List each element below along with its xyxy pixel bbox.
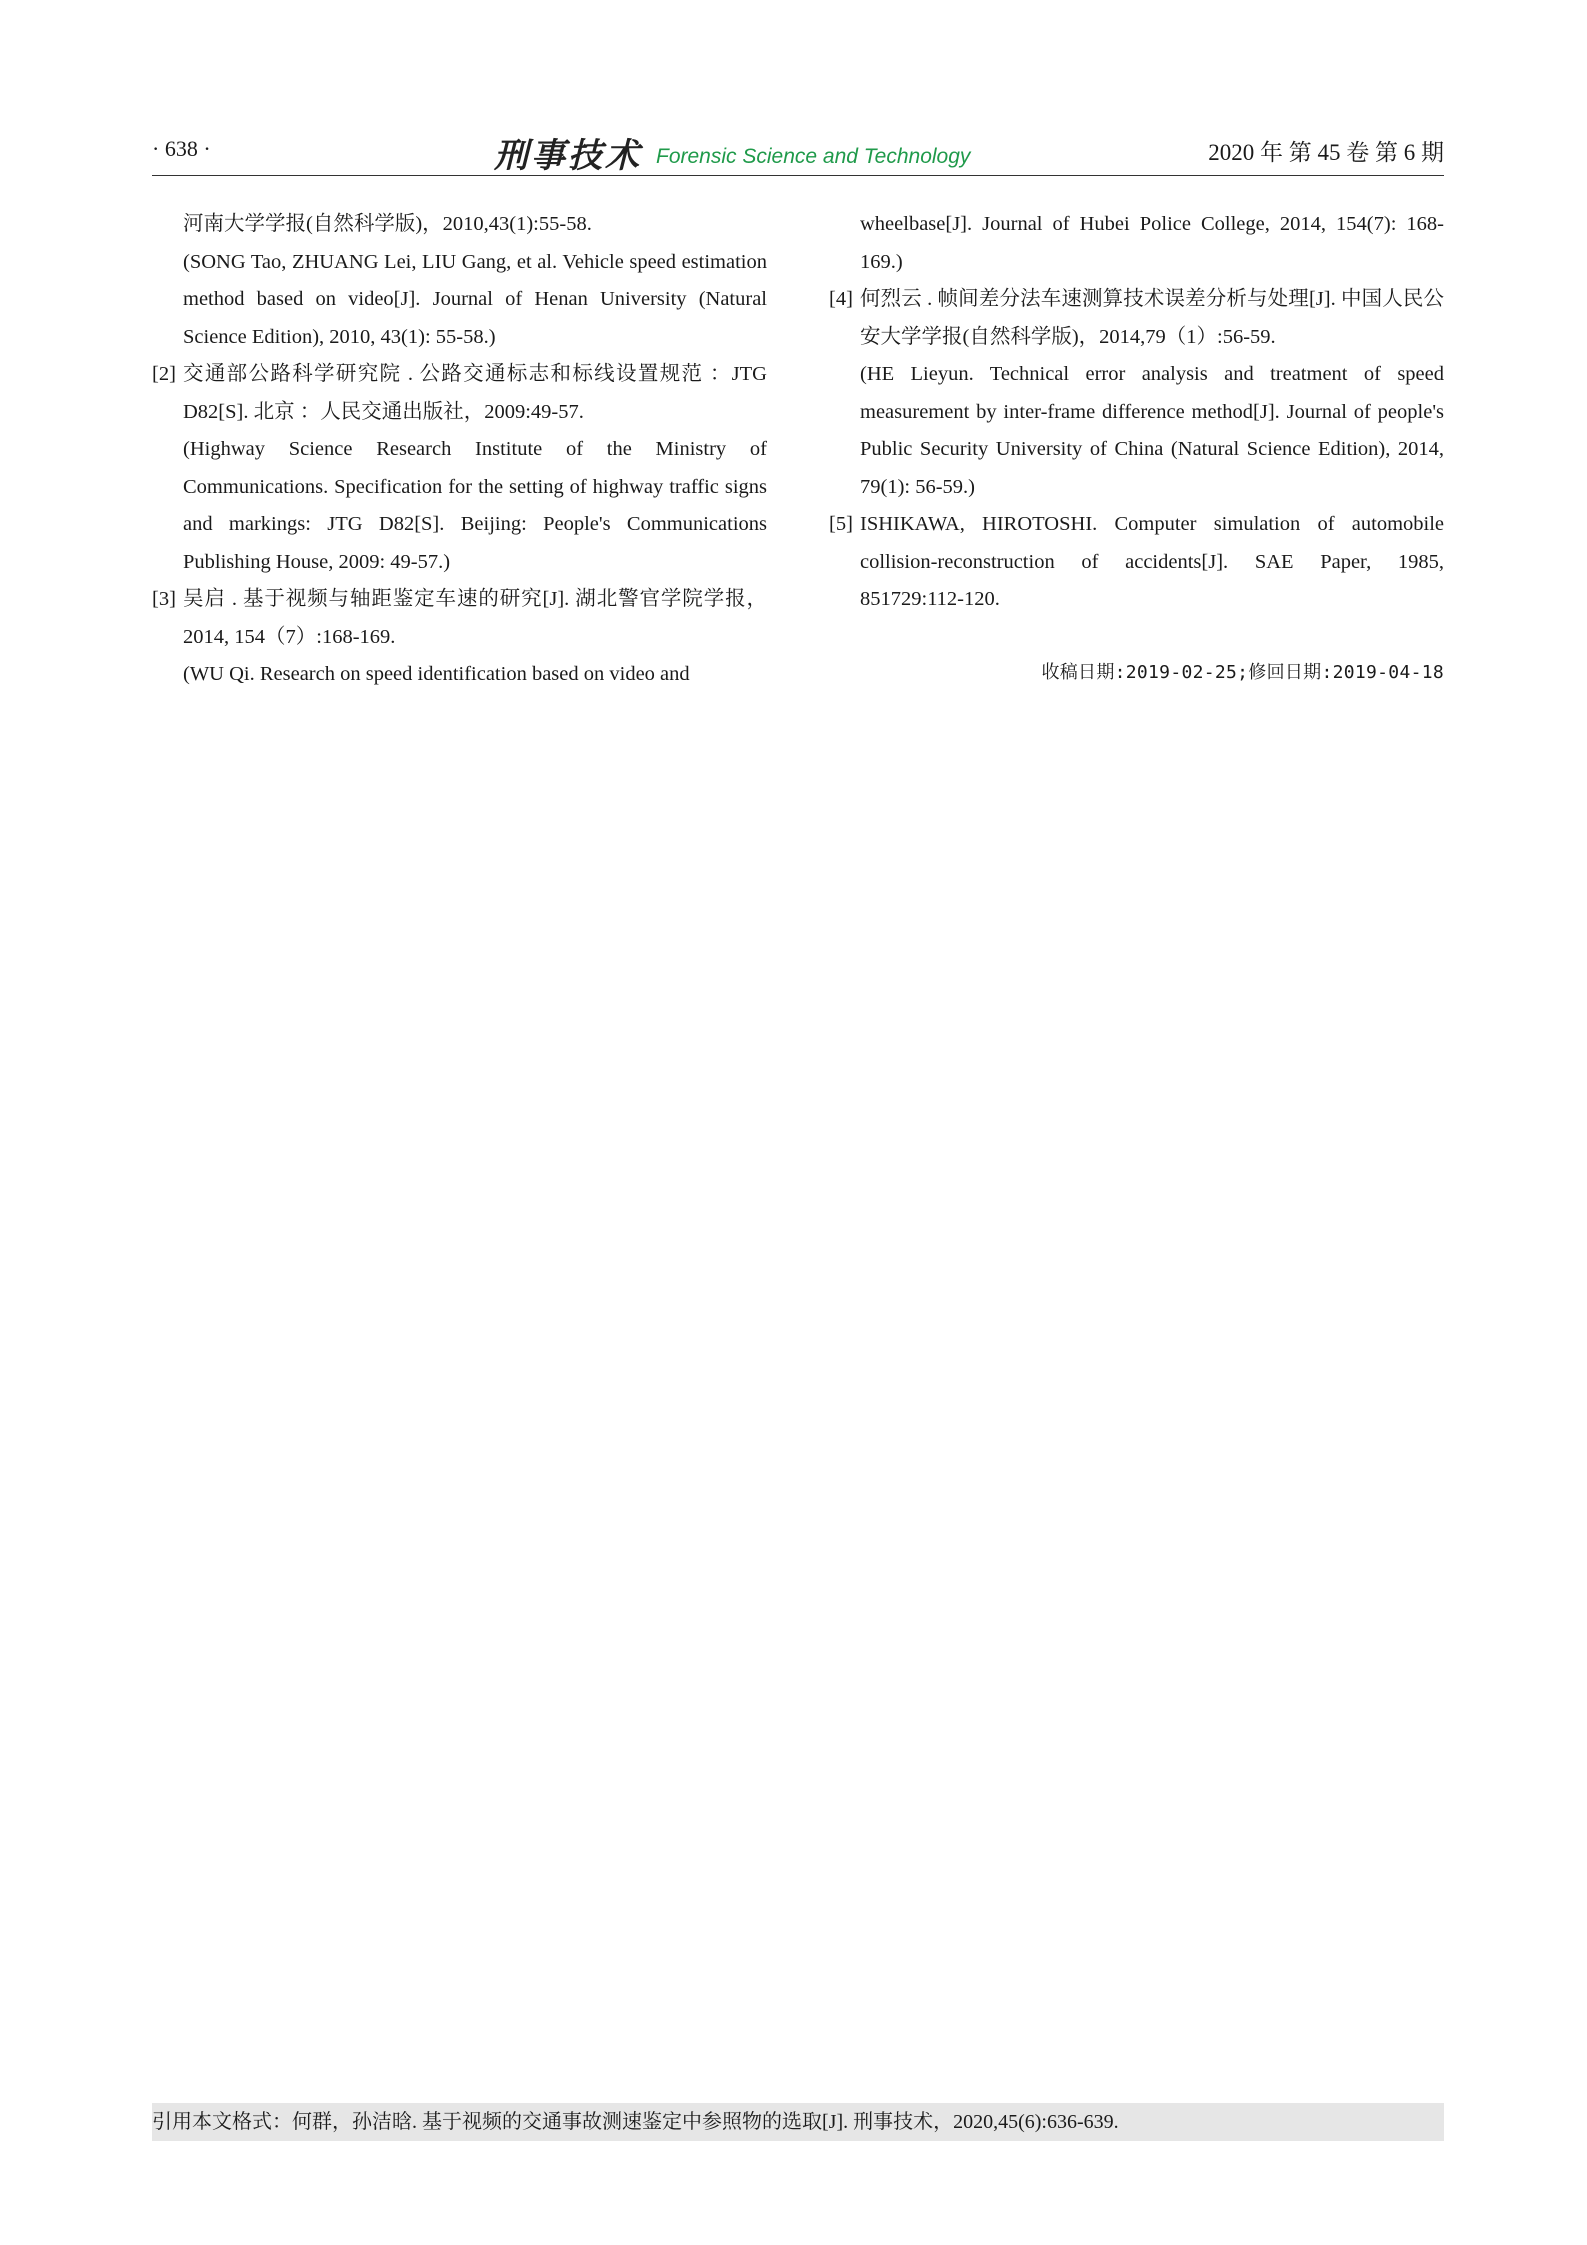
reference-number: [2]	[152, 363, 176, 385]
reference-number: [4]	[829, 288, 853, 310]
reference-number: [5]	[829, 513, 853, 535]
reference-number: [3]	[152, 588, 176, 610]
header-rule	[152, 175, 1444, 176]
reference-text-cn: 吴启 . 基于视频与轴距鉴定车速的研究[J]. 湖北警官学院学报，2014, 154（7）:168-169.	[183, 588, 767, 648]
reference-text-en: (SONG Tao, ZHUANG Lei, LIU Gang, et al. Vehicle speed estimation method based on video[J]. Journal of Henan University (Natural Science Edition), 2010, 43(1): 55-58.)	[183, 250, 767, 348]
reference-text-en: ISHIKAWA, HIROTOSHI. Computer simulation of automobile collision-reconstruction of accidents[J]. SAE Paper, 1985, 851729:112-120.	[860, 513, 1444, 610]
reference-text-en: (HE Lieyun. Technical error analysis and treatment of speed measurement by inter-frame difference method[J]. Journal of people's Public Security University of China (Natural Science Edition), 2014, 79(1): 56-59.)	[860, 363, 1444, 498]
reference-item	[829, 281, 1444, 506]
received-revised-dates: 收稿日期:2019-02-25;修回日期:2019-04-18	[1041, 662, 1444, 683]
reference-text-cn: 何烈云 . 帧间差分法车速测算技术误差分析与处理[J]. 中国人民公安大学学报(自然科学版)，2014,79（1）:56-59.	[860, 288, 1444, 348]
citation-format-bar: 引用本文格式：何群，孙洁晗. 基于视频的交通事故测速鉴定中参照物的选取[J]. 刑事技术，2020,45(6):636-639.	[152, 2103, 1444, 2141]
reference-text-cn: 交通部公路科学研究院 . 公路交通标志和标线设置规范 ：JTG D82[S]. 北京 ：人民交通出版社，2009:49-57.	[183, 363, 767, 423]
reference-item	[829, 206, 1444, 281]
reference-item	[152, 581, 767, 694]
page-header	[152, 128, 1444, 174]
references-right-column	[829, 206, 1444, 619]
journal-title-cn: 刑事技术	[494, 136, 642, 176]
reference-text-en: wheelbase[J]. Journal of Hubei Police College, 2014, 154(7): 168-169.)	[860, 213, 1444, 273]
journal-title-en: Forensic Science and Technology	[656, 145, 971, 168]
issue-info: 2020 年 第 45 卷 第 6 期	[1208, 140, 1444, 165]
page-number: · 638 ·	[152, 136, 211, 161]
reference-text-en: (WU Qi. Research on speed identification based on video and	[183, 663, 690, 685]
reference-item	[829, 506, 1444, 619]
reference-text-en: (Highway Science Research Institute of the Ministry of Communications. Specification for the setting of highway traffic signs and markings: JTG D82[S]. Beijing: People's Communications Publishing House, 2009: 49-57.)	[183, 438, 767, 573]
reference-item	[152, 356, 767, 581]
reference-text-cn: 河南大学学报(自然科学版)，2010,43(1):55-58.	[183, 213, 592, 235]
references-left-column	[152, 206, 767, 694]
journal-title	[494, 128, 970, 177]
reference-item	[152, 206, 767, 356]
